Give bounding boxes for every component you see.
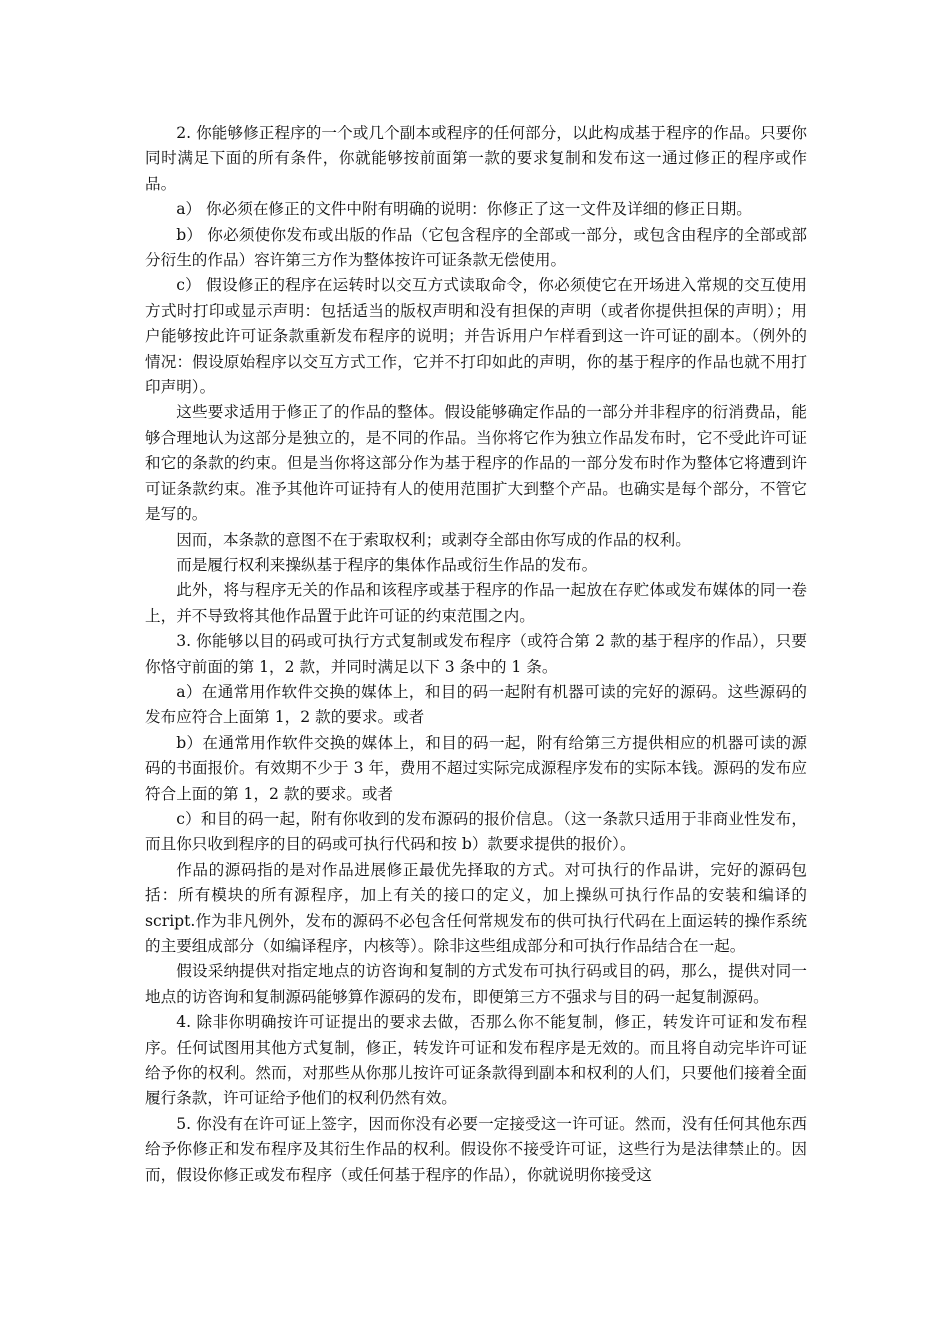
paragraph-2c: c） 假设修正的程序在运转时以交互方式读取命令，你必须使它在开场进入常规的交互使用方式时打印或显示声明：包括适当的版权声明和没有担保的声明（或者你提供担保的声明）；用户能够按此许可证条款重新发布程序的说明；并告诉用户乍样看到这一许可证的副本。（例外的情况：假设原始程序以交互方式工作，它并不打印如此的声明，你的基于程序的作品也就不用打印声明）。 (145, 276, 807, 397)
document-body (145, 121, 807, 1188)
paragraph-section-3: 3. 你能够以目的码或可执行方式复制或发布程序（或符合第 2 款的基于程序的作品），只要你恪守前面的第 1，2 款，并同时满足以下 3 条中的 1 条。 (145, 632, 807, 676)
paragraph-section-4: 4. 除非你明确按许可证提出的要求去做，否那么你不能复制，修正，转发许可证和发布程序。任何试图用其他方式复制，修正，转发许可证和发布程序是无效的。而且将自动完毕许可证给予你的权利。然而，对那些从你那儿按许可证条款得到副本和权利的人们，只要他们接着全面履行条款，许可证给予他们的权利仍然有效。 (145, 1013, 807, 1108)
paragraph-source-code-definition: 作品的源码指的是对作品进展修正最优先择取的方式。对可执行的作品讲，完好的源码包括：所有模块的所有源程序，加上有关的接口的定义，加上操纵可执行作品的安装和编译的 script.作为非凡例外，发布的源码不必包含任何常规发布的供可执行代码在上面运转的操作系统的主要组成部分（如编译程序，内核等）。除非这些组成部分和可执行作品结合在一起。 (145, 860, 807, 955)
paragraph-aggregation: 此外，将与程序无关的作品和该程序或基于程序的作品一起放在存贮体或发布媒体的同一卷上，并不导致将其他作品置于此许可证的约束范围之内。 (145, 581, 807, 625)
paragraph-2b: b） 你必须使你发布或出版的作品（它包含程序的全部或一部分，或包含由程序的全部或部分衍生的作品）容许第三方作为整体按许可证条款无偿使用。 (145, 225, 807, 270)
paragraph-intent: 因而，本条款的意图不在于索取权利；或剥夺全部由你写成的作品的权利。 (176, 530, 691, 549)
paragraph-section-2: 2. 你能够修正程序的一个或几个副本或程序的任何部分，以此构成基于程序的作品。只要你同时满足下面的所有条件，你就能够按前面第一款的要求复制和发布这一通过修正的程序或作品。 (145, 124, 807, 193)
paragraph-3c: c）和目的码一起，附有你收到的发布源码的报价信息。（这一条款只适用于非商业性发布，而且你只收到程序的目的码或可执行代码和按 b）款要求提供的报价）。 (145, 809, 807, 854)
paragraph-3a: a）在通常用作软件交换的媒体上，和目的码一起附有机器可读的完好的源码。这些源码的发布应符合上面第 1，2 款的要求。或者 (145, 682, 807, 727)
paragraph-2a: a） 你必须在修正的文件中附有明确的说明：你修正了这一文件及详细的修正日期。 (176, 200, 752, 219)
paragraph-access-copying: 假设采纳提供对指定地点的访咨询和复制的方式发布可执行码或目的码，那么，提供对同一地点的访咨询和复制源码能够算作源码的发布，即便第三方不强求与目的码一起复制源码。 (145, 962, 807, 1006)
paragraph-control: 而是履行权利来操纵基于程序的集体作品或衍生作品的发布。 (176, 555, 598, 574)
paragraph-section-5: 5. 你没有在许可证上签字，因而你没有必要一定接受这一许可证。然而，没有任何其他东西给予你修正和发布程序及其衍生作品的权利。假设你不接受许可证，这些行为是法律禁止的。因而，假设你修正或发布程序（或任何基于程序的作品），你就说明你接受这 (145, 1114, 807, 1184)
paragraph-3b: b）在通常用作软件交换的媒体上，和目的码一起，附有给第三方提供相应的机器可读的源码的书面报价。有效期不少于 3 年，费用不超过实际完成源程序发布的实际本钱。源码的发布应符合上面的第 1，2 款的要求。或者 (145, 733, 807, 803)
paragraph-requirements-scope: 这些要求适用于修正了的作品的整体。假设能够确定作品的一部分并非程序的衍消费品，能够合理地认为这部分是独立的，是不同的作品。当你将它作为独立作品发布时，它不受此许可证和它的条款的约束。但是当你将这部分作为基于程序的作品的一部分发布时作为整体它将遭到许可证条款约束。准予其他许可证持有人的使用范围扩大到整个产品。也确实是每个部分，不管它是写的。 (145, 403, 807, 524)
